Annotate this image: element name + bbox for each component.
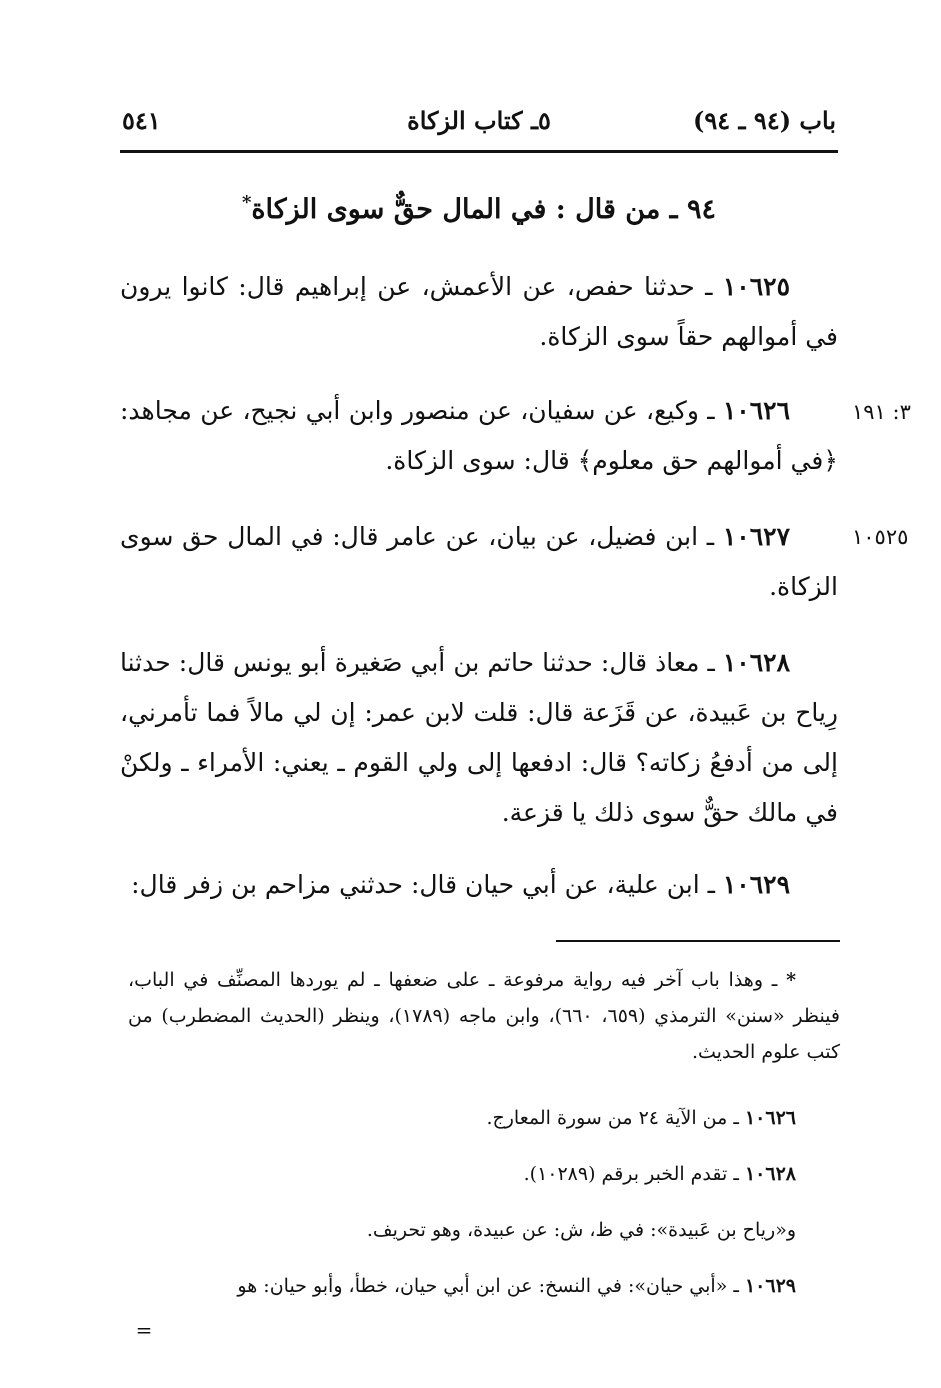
hadith-entry bbox=[120, 512, 838, 612]
footnote bbox=[128, 962, 840, 1070]
entry-text: ـ ابن علية، عن أبي حيان قال: حدثني مزاحم بن زفر قال: bbox=[131, 870, 723, 899]
entry-text: ـ حدثنا حفص، عن الأعمش، عن إبراهيم قال: كانوا يرون في أموالهم حقاً سوى الزكاة. bbox=[120, 272, 838, 351]
footnote-text: ـ تقدم الخبر برقم (١٠٢٨٩). bbox=[523, 1163, 745, 1185]
entry-text: ـ معاذ قال: حدثنا حاتم بن أبي صَغيرة أبو يونس قال: حدثنا رِياح بن عَبيدة، عن قَزَعة قال: قلت لابن عمر: إن لي مالاً فما تأمرني، إلى من أدفعُ زكاته؟ قال: ادفعها إلى ولي القوم ـ يعني: الأمراء ـ ولكنْ في مالك حقٌّ سوى ذلك يا قزعة. bbox=[120, 648, 838, 827]
footnote bbox=[128, 1100, 840, 1136]
footnote-text: و«رياح بن عَبيدة»: في ظ، ش: عن عبيدة، وهو تحريف. bbox=[366, 1219, 796, 1241]
footnote-text: ـ «أبي حيان»: في النسخ: عن ابن أبي حيان، خطأ، وأبو حيان: هو bbox=[237, 1275, 745, 1297]
footnote-number: ١٠٦٢٦ bbox=[744, 1107, 796, 1129]
section-title bbox=[120, 192, 838, 225]
footnote-number: ١٠٦٢٨ bbox=[744, 1163, 796, 1185]
entry-number: ١٠٦٢٨ bbox=[722, 648, 790, 677]
section-title-text: ٩٤ ـ من قال : في المال حقٌّ سوى الزكاة bbox=[251, 194, 717, 225]
entry-number: ١٠٦٢٥ bbox=[722, 272, 790, 301]
hadith-entry bbox=[120, 638, 838, 838]
page-number: ٥٤١ bbox=[122, 106, 161, 135]
running-header bbox=[122, 102, 836, 142]
entry-number: ١٠٦٢٦ bbox=[722, 396, 790, 425]
hadith-entry bbox=[120, 262, 838, 362]
section-footnote-marker: * bbox=[241, 192, 252, 213]
footnote-rule bbox=[556, 940, 840, 942]
margin-reference: ٣: ١٩١ bbox=[852, 400, 911, 424]
hadith-entry bbox=[120, 860, 838, 910]
entry-text: ـ ابن فضيل، عن بيان، عن عامر قال: في المال حق سوى الزكاة. bbox=[120, 522, 838, 601]
footnote bbox=[128, 1212, 840, 1248]
footnote-text: ـ وهذا باب آخر فيه رواية مرفوعة ـ على ضعفها ـ لم يوردها المصنِّف في الباب، فينظر «سنن» الترمذي (٦٥٩، ٦٦٠)، وابن ماجه (١٧٨٩)، وينظر (الحديث المضطرب) من كتب علوم الحديث. bbox=[128, 969, 840, 1063]
margin-reference: ١٠٥٢٥ bbox=[852, 525, 909, 549]
entry-number: ١٠٦٢٧ bbox=[722, 522, 790, 551]
header-rule bbox=[120, 150, 838, 153]
book-title: ٥ـ كتاب الزكاة bbox=[407, 106, 551, 135]
footnote bbox=[128, 1268, 840, 1304]
entry-text: ـ وكيع، عن سفيان، عن منصور وابن أبي نجيح، عن مجاهد: ﴿في أموالهم حق معلوم﴾ قال: سوى الزكاة. bbox=[120, 396, 838, 475]
footnote-text: ـ من الآية ٢٤ من سورة المعارج. bbox=[486, 1107, 745, 1129]
hadith-entry bbox=[120, 386, 838, 486]
entry-number: ١٠٦٢٩ bbox=[722, 870, 790, 899]
footnote-number: * bbox=[786, 969, 796, 991]
chapter-range: باب (٩٤ ـ ٩٤) bbox=[693, 106, 836, 135]
footnote bbox=[128, 1156, 840, 1192]
footnote-number: ١٠٦٢٩ bbox=[744, 1275, 796, 1297]
continuation-mark: = bbox=[135, 1318, 153, 1342]
